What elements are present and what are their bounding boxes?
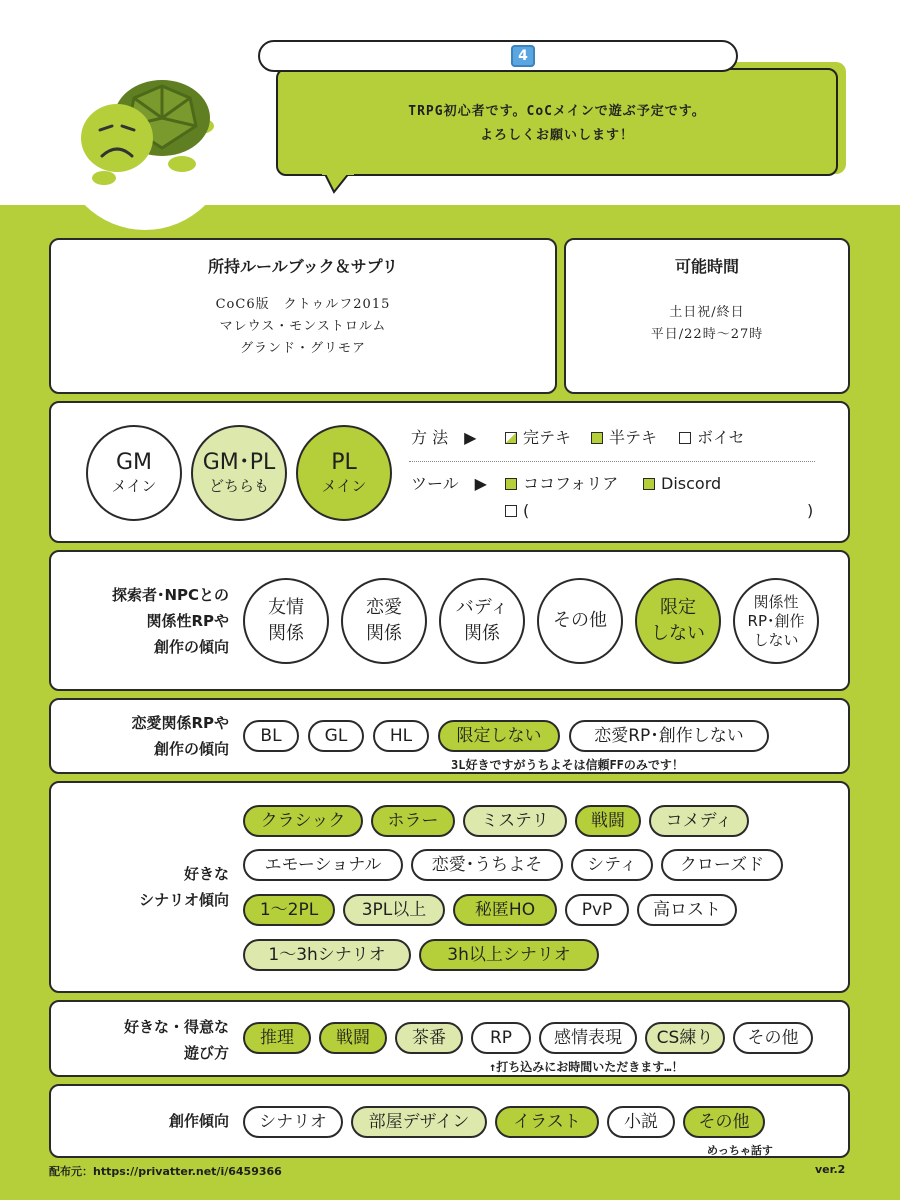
tool-option-discord: [643, 473, 721, 495]
turtle-mascot-icon: [72, 78, 222, 188]
creative-card: [49, 1084, 850, 1158]
circle-text: しない: [651, 623, 705, 644]
empty-box-icon: [505, 505, 517, 517]
intro-line-1: TRPG初心者です。CoCメインで遊ぶ予定です。: [408, 104, 706, 119]
scenario-pvp: PvP: [565, 894, 629, 926]
availability-list: [566, 302, 848, 346]
intro-line-2: よろしくお願いします！: [479, 128, 634, 143]
romance-label-line: 創作の傾向: [153, 740, 229, 758]
creative-label: 創作傾向: [168, 1112, 229, 1130]
scenario-card: [49, 781, 850, 993]
checked-box-icon: [591, 432, 603, 444]
rulebook-list: [51, 294, 555, 360]
rulebook-title: 所持ルールブック＆サプリ: [208, 257, 398, 276]
bubble-tab: [258, 40, 738, 72]
availability-title: 可能時間: [674, 257, 739, 276]
scenario-1-2pl: 1〜2PL: [243, 894, 335, 926]
relationship-unlimited: [635, 578, 721, 664]
role-both-label: GM･PL: [202, 450, 276, 475]
scenario-romance: 恋愛･うちよそ: [411, 849, 563, 881]
romance-gl: GL: [308, 720, 364, 752]
relationship-friendship: [243, 578, 329, 664]
scenario-comedy: コメディ: [649, 805, 749, 837]
checked-box-icon: [505, 478, 517, 490]
tool-other-open: (: [523, 501, 530, 520]
relationship-romance: [341, 578, 427, 664]
checked-box-icon: [643, 478, 655, 490]
circle-text: その他: [553, 610, 607, 631]
playstyle-card: [49, 1000, 850, 1077]
availability-card: [564, 238, 850, 394]
relationship-buddy: [439, 578, 525, 664]
creative-other: その他: [683, 1106, 765, 1138]
half-checkbox-icon: [505, 432, 517, 444]
scenario-high-lost: 高ロスト: [637, 894, 737, 926]
availability-item: 土日祝/終日: [669, 305, 745, 320]
creative-illustration: イラスト: [495, 1106, 599, 1138]
playstyle-label-line: 遊び方: [183, 1044, 229, 1062]
playstyle-label-line: 好きな・得意な: [123, 1018, 229, 1036]
scenario-1-3h: 1〜3hシナリオ: [243, 939, 411, 971]
tool-label: ツール ▶: [411, 474, 487, 493]
tool-option-cocofolia: [505, 473, 618, 495]
circle-text: バディ: [455, 597, 509, 618]
method-option-voice: [679, 427, 745, 449]
empty-box-icon: [679, 432, 691, 444]
romance-card: [49, 698, 850, 774]
relationship-card: [49, 550, 850, 691]
circle-text: RP･創作: [747, 611, 805, 630]
relationship-label-line: 関係性RPや: [146, 612, 229, 630]
method-option-label: 完テキ: [523, 428, 572, 447]
bubble-tail-icon: [320, 172, 360, 194]
scenario-classic: クラシック: [243, 805, 363, 837]
scenario-label-line: 好きな: [183, 865, 229, 883]
role-gm-label: GM: [115, 450, 153, 475]
scenario-label-line: シナリオ傾向: [139, 891, 229, 909]
playstyle-emotion: 感情表現: [539, 1022, 637, 1054]
creative-scenario: シナリオ: [243, 1106, 343, 1138]
availability-item: 平日/22時〜27時: [650, 327, 764, 342]
scenario-city: シティ: [571, 849, 653, 881]
scenario-emotional: エモーショナル: [243, 849, 403, 881]
role-pl-sub: メイン: [321, 477, 367, 495]
role-both-circle: [191, 425, 287, 521]
creative-room-design: 部屋デザイン: [351, 1106, 487, 1138]
playstyle-rp: RP: [471, 1022, 531, 1054]
role-gm-circle: [86, 425, 182, 521]
circle-text: 恋愛: [366, 597, 402, 618]
number-badge: 4: [511, 45, 535, 67]
circle-text: 関係性: [753, 592, 799, 611]
romance-label-line: 恋愛関係RPや: [131, 714, 229, 732]
tool-option-other: [505, 500, 529, 522]
circle-text: 関係: [464, 623, 500, 644]
circle-text: 友情: [268, 597, 304, 618]
romance-note: 3L好きですがうちよそは信頼FFのみです！: [451, 758, 684, 772]
relationship-other: [537, 578, 623, 664]
playstyle-battle: 戦闘: [319, 1022, 387, 1054]
intro-text: [276, 100, 838, 148]
relationship-label-line: 探索者･NPCとの: [111, 586, 229, 604]
method-option-label: 半テキ: [609, 428, 658, 447]
method-option-semi: [591, 427, 657, 449]
creative-novel: 小説: [607, 1106, 675, 1138]
playstyle-note: ↑打ち込みにお時間いただきます…！: [489, 1060, 684, 1074]
relationship-label: [61, 582, 229, 660]
playstyle-cs: CS練り: [645, 1022, 725, 1054]
rulebook-item: CoC6版 クトゥルフ2015: [215, 297, 391, 312]
circle-text: しない: [753, 630, 799, 649]
role-card: [49, 401, 850, 543]
footer-source: 配布元：https://privatter.net/i/6459366: [49, 1165, 282, 1178]
rulebook-item: マレウス・モンストロルム: [219, 319, 387, 334]
creative-note: めっちゃ話す: [707, 1144, 773, 1157]
rulebook-card: [49, 238, 557, 394]
playstyle-label: [61, 1014, 229, 1066]
role-gm-sub: メイン: [111, 477, 157, 495]
romance-hl: HL: [373, 720, 429, 752]
tool-option-label: Discord: [661, 474, 722, 493]
playstyle-other: その他: [733, 1022, 813, 1054]
role-pl-label: PL: [331, 450, 357, 475]
circle-text: 限定: [660, 597, 696, 618]
scenario-battle: 戦闘: [575, 805, 641, 837]
tool-other-close: ): [807, 501, 814, 520]
scenario-label: [61, 861, 229, 913]
role-pl-circle: [296, 425, 392, 521]
romance-unlimited: 限定しない: [438, 720, 560, 752]
playstyle-farce: 茶番: [395, 1022, 463, 1054]
scenario-secret-ho: 秘匿HO: [453, 894, 557, 926]
scenario-horror: ホラー: [371, 805, 455, 837]
scenario-mystery: ミステリ: [463, 805, 567, 837]
circle-text: 関係: [268, 623, 304, 644]
rulebook-item: グランド・グリモア: [239, 341, 366, 356]
method-label: 方 法 ▶: [411, 428, 477, 447]
romance-bl: BL: [243, 720, 299, 752]
scenario-closed: クローズド: [661, 849, 783, 881]
circle-text: 関係: [366, 623, 402, 644]
dotted-divider: [409, 461, 815, 462]
method-option-full: [505, 427, 571, 449]
tool-option-label: ココフォリア: [523, 474, 619, 493]
method-option-label: ボイセ: [697, 428, 745, 447]
playstyle-deduction: 推理: [243, 1022, 311, 1054]
romance-none: 恋愛RP･創作しない: [569, 720, 769, 752]
romance-label: [61, 710, 229, 762]
role-both-sub: どちらも: [208, 477, 269, 495]
relationship-label-line: 創作の傾向: [153, 638, 229, 656]
scenario-3pl: 3PL以上: [343, 894, 445, 926]
scenario-3h-plus: 3h以上シナリオ: [419, 939, 599, 971]
footer-version: ver.2: [815, 1163, 846, 1176]
relationship-none: [733, 578, 819, 664]
